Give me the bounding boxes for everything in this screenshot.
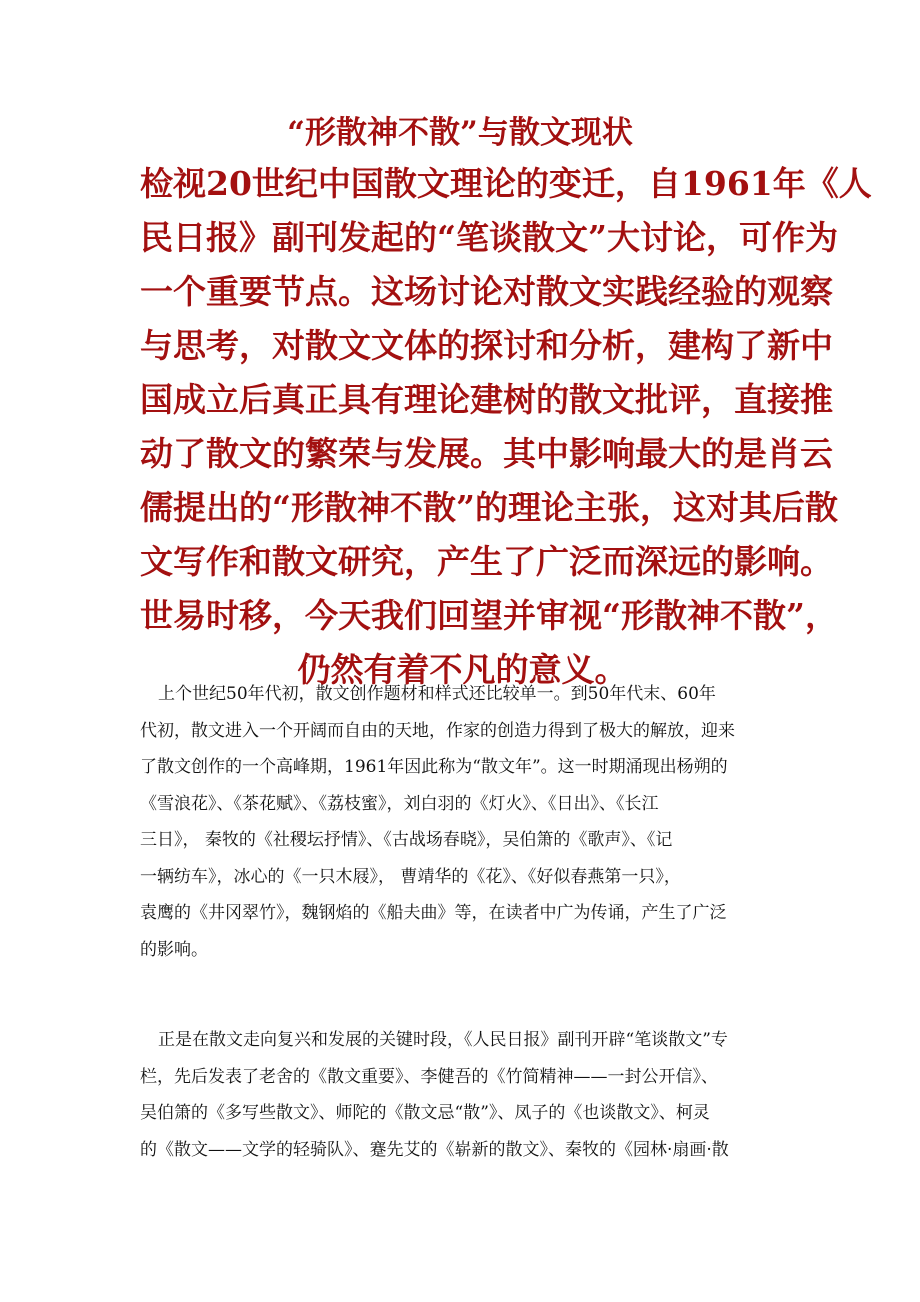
paragraph-1: [140, 676, 785, 968]
abstract-line: 世易时移，今天我们回望并审视“形散神不散”，: [140, 596, 838, 635]
paragraph-line: 了散文创作的一个高峰期，1961年因此称为“散文年”。这一时期涌现出杨朔的: [140, 757, 728, 777]
paragraph-line: 的《散文——文学的轻骑队》、蹇先艾的《崭新的散文》、秦牧的《园林·扇画·散: [140, 1139, 729, 1160]
abstract-line: 与思考，对散文文体的探讨和分析，建构了新中: [140, 326, 833, 365]
abstract-line: 文写作和散文研究，产生了广泛而深远的影响。: [140, 542, 833, 581]
paragraph-line: 一辆纺车》，冰心的《一只木屐》， 曹靖华的《花》、《好似春燕第一只》，: [140, 866, 681, 887]
paragraph-line: 吴伯箫的《多写些散文》、师陀的《散文忌“散”》、凤子的《也谈散文》、柯灵: [140, 1103, 710, 1123]
paragraph-line: 三日》， 秦牧的《社稷坛抒情》、《古战场春晓》，吴伯箫的《歌声》、《记: [140, 830, 673, 850]
paragraph-line: 的影响。: [140, 939, 208, 960]
paragraph-line: 代初，散文进入一个开阔而自由的天地，作家的创造力得到了极大的解放，迎来: [140, 720, 735, 741]
paragraph-line: 袁鹰的《井冈翠竹》，魏钢焰的《船夫曲》等，在读者中广为传诵，产生了广泛: [140, 903, 727, 923]
paragraph-2: [140, 1022, 785, 1168]
abstract-line: 儒提出的“形散神不散”的理论主张，这对其后散: [140, 488, 838, 527]
abstract-line: 动了散文的繁荣与发展。其中影响最大的是肖云: [140, 434, 833, 473]
paragraph-line: 栏，先后发表了老舍的《散文重要》、李健吾的《竹简精神——一封公开信》、: [140, 1066, 718, 1087]
abstract-line: 检视20世纪中国散文理论的变迁，自1961年《人: [140, 164, 872, 203]
page-title: “形散神不散”与散文现状: [287, 115, 633, 151]
paragraph-line: 正是在散文走向复兴和发展的关键时段，《人民日报》副刊开辟“笔谈散文”专: [158, 1030, 728, 1050]
paragraph-line: 《雪浪花》、《茶花赋》、《荔枝蜜》，刘白羽的《灯火》、《日出》、《长江: [140, 793, 659, 814]
abstract-line: 民日报》副刊发起的“笔谈散文”大讨论，可作为: [140, 218, 838, 257]
abstract-line: 一个重要节点。这场讨论对散文实践经验的观察: [140, 272, 833, 311]
abstract-line: 国成立后真正具有理论建树的散文批评，直接推: [140, 380, 833, 419]
abstract: [140, 157, 872, 697]
paragraph-line: 上个世纪50年代初，散文创作题材和样式还比较单一。到50年代末、60年: [158, 684, 716, 704]
abstract-line: 仍然有着不凡的意义。: [297, 650, 628, 689]
